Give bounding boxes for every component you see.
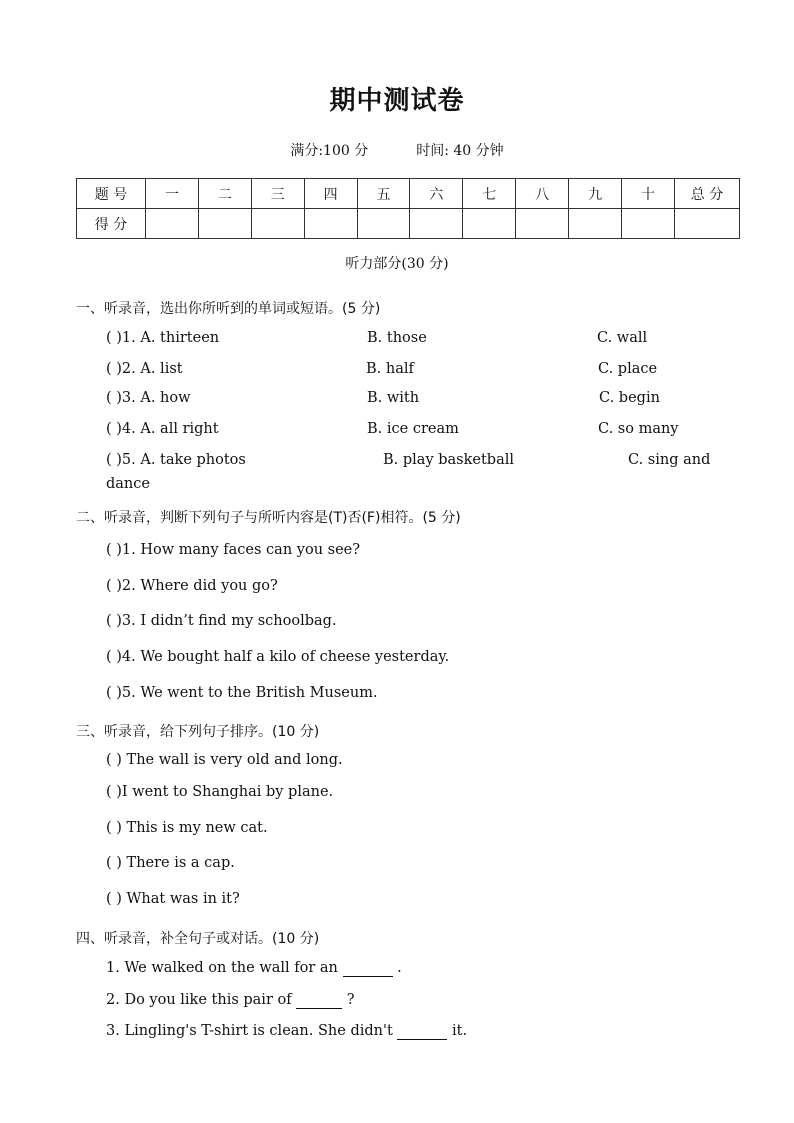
score-cell[interactable] [251,209,304,239]
s2-item-4: ( )4. We bought half a kilo of cheese yesterday. [106,649,450,665]
s1-item-1-b: B. those [367,330,427,346]
s4-item-2-tail: ? [342,992,355,1008]
score-cell[interactable] [304,209,357,239]
s4-item-1-text: 1. We walked on the wall for an [106,960,343,976]
s4-item-3 [106,1023,467,1040]
s1-item-3-c: C. begin [599,390,660,406]
score-table [76,178,740,239]
s1-item-3-a: ( )3. A. how [106,390,191,406]
table-cell: 七 [463,179,516,209]
s1-item-1-c: C. wall [597,330,648,346]
s4-item-3-text: 3. Lingling's T-shirt is clean. She didn't [106,1023,398,1039]
table-cell: 九 [569,179,622,209]
table-cell: 五 [357,179,410,209]
table-cell: 得 分 [77,209,146,239]
score-cell[interactable] [463,209,516,239]
s3-item-3: ( ) This is my new cat. [106,820,268,836]
score-cell[interactable] [569,209,622,239]
s1-item-4-c: C. so many [598,421,679,437]
s1-item-2-a: ( )2. A. list [106,361,183,377]
s4-item-2-text: 2. Do you like this pair of [106,992,297,1008]
s3-item-2: ( )I went to Shanghai by plane. [106,784,334,800]
score-cell[interactable] [622,209,675,239]
s1-item-5-c-wrap: dance [106,476,150,492]
score-table-score-row [77,209,740,239]
time-limit: 时间: 40 分钟 [416,143,504,159]
s3-item-4: ( ) There is a cap. [106,855,235,871]
score-table-header-row [77,179,740,209]
page-title: 期中测试卷 [329,86,465,116]
section4-heading: 四、听录音，补全句子或对话。(10 分) [76,931,320,947]
score-cell[interactable] [198,209,251,239]
s1-item-5-b: B. play basketball [383,452,515,468]
score-cell[interactable] [146,209,199,239]
s3-item-1: ( ) The wall is very old and long. [106,752,343,768]
s2-item-3: ( )3. I didn’t find my schoolbag. [106,613,337,629]
exam-meta [0,140,794,160]
s1-item-5-a: ( )5. A. take photos [106,452,246,468]
listening-part-heading: 听力部分(30 分) [345,256,449,272]
table-cell: 八 [516,179,569,209]
table-cell: 三 [251,179,304,209]
table-cell: 四 [304,179,357,209]
table-cell: 题 号 [77,179,146,209]
table-cell: 二 [198,179,251,209]
section2-heading: 二、听录音，判断下列句子与所听内容是(T)否(F)相符。(5 分) [76,510,461,526]
s1-item-3-b: B. with [367,390,420,406]
full-score: 满分:100 分 [290,143,369,159]
section1-heading: 一、听录音，选出你所听到的单词或短语。(5 分) [76,301,381,317]
s4-item-3-tail: it. [447,1023,468,1039]
table-cell: 总 分 [675,179,740,209]
s4-item-1-tail: . [392,960,402,976]
score-cell[interactable] [675,209,740,239]
s1-item-4-b: B. ice cream [367,421,459,437]
answer-blank[interactable] [397,1023,447,1040]
table-cell: 十 [622,179,675,209]
s2-item-2: ( )2. Where did you go? [106,578,278,594]
answer-blank[interactable] [296,992,342,1009]
s3-item-5: ( ) What was in it? [106,891,240,907]
table-cell: 六 [410,179,463,209]
s1-item-2-b: B. half [366,361,414,377]
score-cell[interactable] [410,209,463,239]
answer-blank[interactable] [343,960,393,977]
s2-item-1: ( )1. How many faces can you see? [106,542,361,558]
s1-item-1-a: ( )1. A. thirteen [106,330,220,346]
s1-item-2-c: C. place [598,361,658,377]
s1-item-4-a: ( )4. A. all right [106,421,219,437]
s1-item-5-c: C. sing and [628,452,711,468]
s4-item-2 [106,992,355,1009]
score-cell[interactable] [516,209,569,239]
score-cell[interactable] [357,209,410,239]
section3-heading: 三、听录音，给下列句子排序。(10 分) [76,724,320,740]
s4-item-1 [106,960,402,977]
table-cell: 一 [146,179,199,209]
s2-item-5: ( )5. We went to the British Museum. [106,685,378,701]
